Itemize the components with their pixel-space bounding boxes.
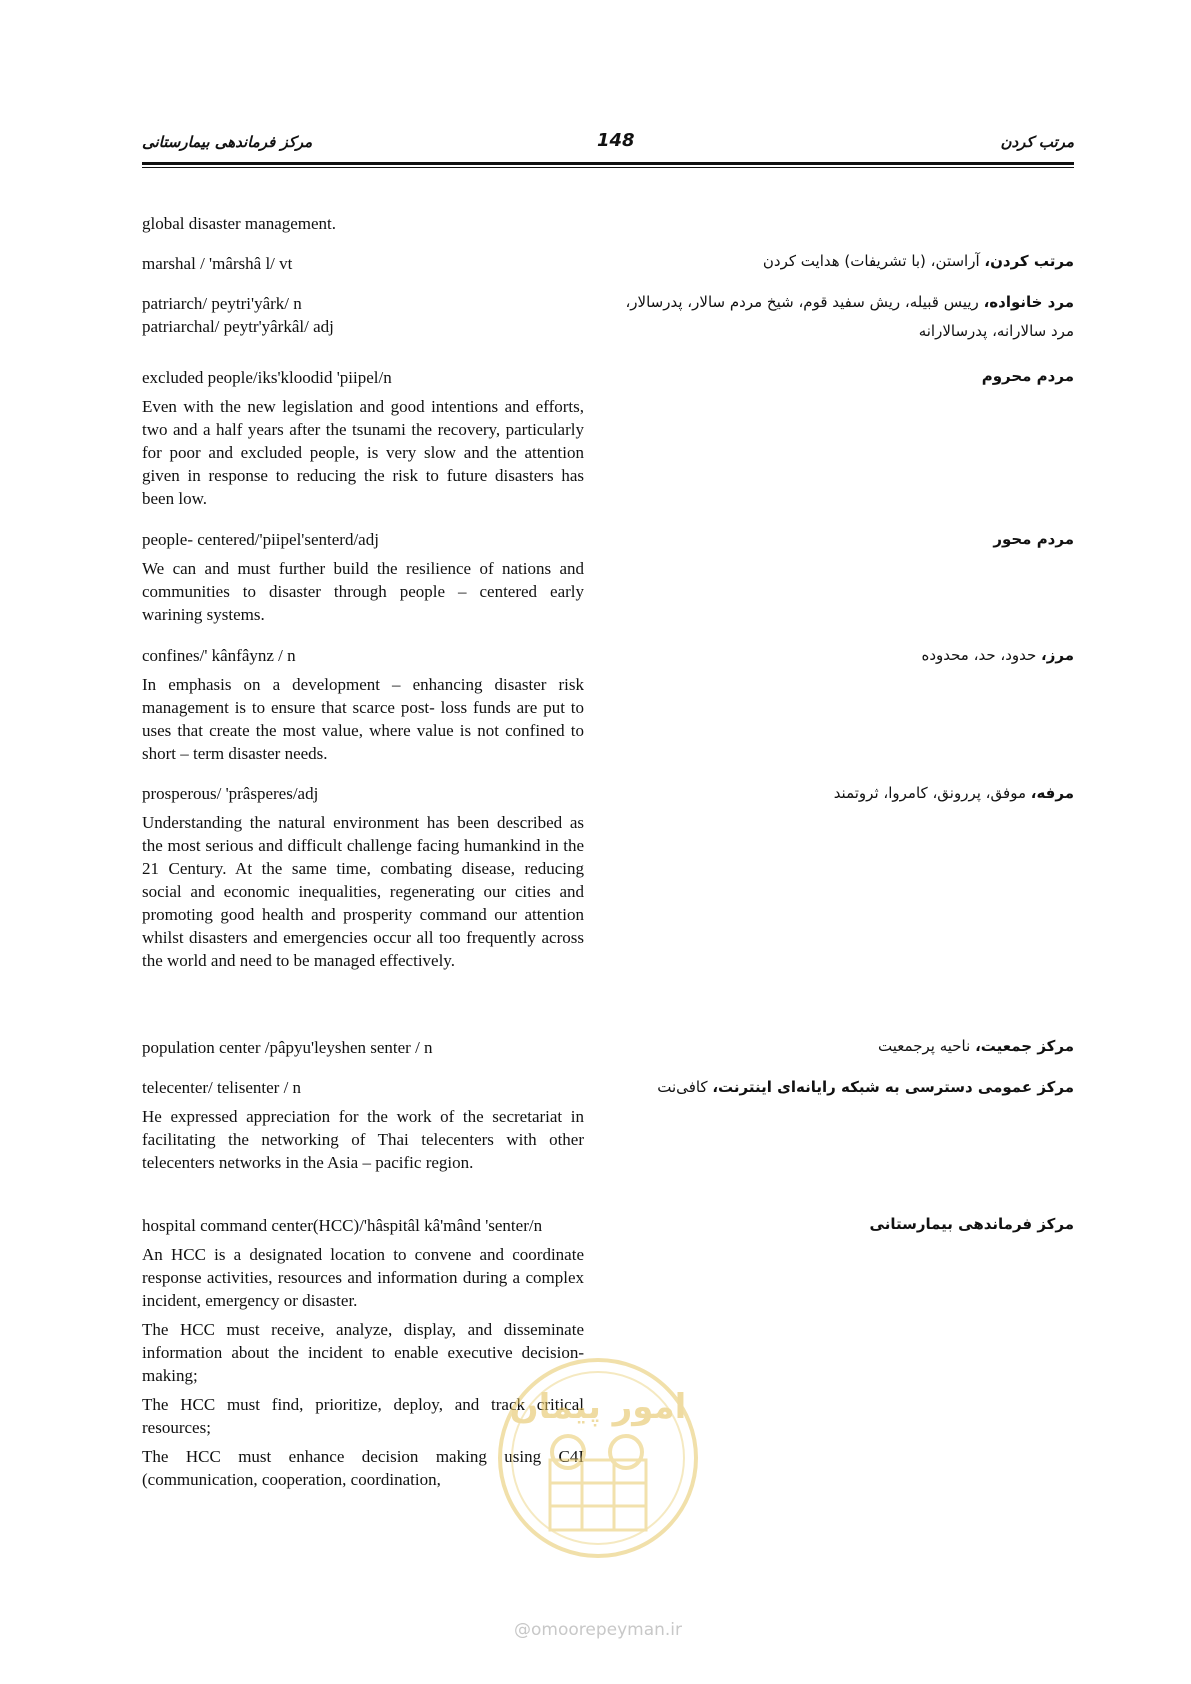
fa-entry-people-centered xyxy=(604,525,1074,554)
fa-headword: مردم محور xyxy=(993,530,1074,548)
fa-definition: کافی‌نت xyxy=(657,1078,713,1096)
entry-term: confines/' kânfâynz / n xyxy=(142,646,296,665)
entry-term: telecenter/ telisenter / n xyxy=(142,1078,302,1097)
header-rule-thin xyxy=(142,167,1074,168)
fa-headword: مرکز عمومی دسترسی به شبکه رایانه‌ای اینترنت، xyxy=(712,1078,1074,1096)
fa-definition: آراستن، (با تشریفات) هدایت کردن xyxy=(762,252,985,270)
entry-example: In emphasis on a development – enhancing disaster risk management is to ensure that scarce post- loss funds are put to uses that create the most value, where value is not confined to short – term disaster needs. xyxy=(142,675,584,763)
entry-prosperous xyxy=(142,782,584,972)
stamp-text: امور پیمان xyxy=(509,1387,687,1427)
entry-term: marshal / 'mârshâ l/ vt xyxy=(142,254,293,273)
fa-definition: رییس قبیله، ریش سفید قوم، شیخ مردم سالار، پدرسالار، مرد سالارانه، پدرسالارانه xyxy=(625,293,1074,340)
entry-example: Understanding the natural environment has been described as the most serious and difficult challenge facing humankind in the 21 Century. At the same time, combating disease, reducing social and economic inequalities, regenerating our cities and promoting good health and prosperity command our attention whilst disasters and emergencies occur all too frequently across the world and need to be managed effectively. xyxy=(142,813,584,970)
publisher-stamp-watermark xyxy=(488,1340,708,1580)
header-section-title: مرکز فرماندهی بیمارستانی xyxy=(142,133,313,151)
fa-definition: حدود، حد، محدوده xyxy=(921,646,1042,664)
entry-excluded-people xyxy=(142,366,584,510)
fa-headword: مرکز جمعیت، xyxy=(975,1037,1074,1055)
entry-telecenter xyxy=(142,1076,584,1174)
fa-entry-confines xyxy=(604,641,1074,670)
fa-headword: مرز، xyxy=(1041,646,1074,664)
entry-term: excluded people/iks'kloodid 'piipel/n xyxy=(142,368,392,387)
entry-example: The HCC must find, prioritize, deploy, and track critical resources; xyxy=(142,1395,584,1437)
entry-patriarch xyxy=(142,292,584,338)
fa-entry-excluded-people xyxy=(604,362,1074,391)
entry-term: patriarchal/ peytr'yârkâl/ adj xyxy=(142,317,334,336)
text-line: global disaster management. xyxy=(142,214,337,233)
fa-entry-prosperous xyxy=(604,779,1074,808)
entry-example: The HCC must receive, analyze, display, and disseminate information about the incident to enable executive decision-making; xyxy=(142,1320,584,1385)
running-header xyxy=(142,130,1074,170)
fa-entry-population-center xyxy=(604,1032,1074,1061)
fa-entry-hospital-command-center xyxy=(604,1210,1074,1239)
fa-entry-telecenter xyxy=(604,1073,1074,1102)
fa-headword: مرکز فرماندهی بیمارستانی xyxy=(869,1215,1074,1233)
header-rule-thick xyxy=(142,162,1074,165)
site-watermark: @omoorepeyman.ir xyxy=(513,1620,683,1640)
entry-term: patriarch/ peytri'yârk/ n xyxy=(142,294,302,313)
entry-people-centered xyxy=(142,528,584,626)
entry-term: prosperous/ 'prâsperes/adj xyxy=(142,784,319,803)
entry-population-center xyxy=(142,1036,584,1059)
continued-text xyxy=(142,212,584,235)
entry-example: An HCC is a designated location to convene and coordinate response activities, resources and information during a complex incident, emergency or disaster. xyxy=(142,1245,584,1310)
entry-marshal xyxy=(142,252,584,275)
page-number: 148 xyxy=(597,130,635,151)
entry-term: hospital command center(HCC)/'hâspitâl kâ'mând 'senter/n xyxy=(142,1216,543,1235)
fa-entry-patriarch xyxy=(604,288,1074,346)
entry-term: people- centered/'piipel'senterd/adj xyxy=(142,530,379,549)
fa-headword: مرتب کردن، xyxy=(984,252,1074,270)
entry-term: population center /pâpyu'leyshen senter / n xyxy=(142,1038,433,1057)
fa-headword: مردم محروم xyxy=(981,367,1074,385)
entry-example: He expressed appreciation for the work of the secretariat in facilitating the networking of Thai telecenters with other telecenters networks in the Asia – pacific region. xyxy=(142,1107,584,1172)
entry-example: Even with the new legislation and good intentions and efforts, two and a half years after the tsunami the recovery, particularly for poor and excluded people, is very slow and the attention given in response to reducing the risk to future disasters has been low. xyxy=(142,397,584,508)
header-entry-title: مرتب کردن xyxy=(1000,133,1074,151)
fa-headword: مرفه، xyxy=(1030,784,1074,802)
entry-confines xyxy=(142,644,584,765)
entry-example: The HCC must enhance decision making using C4I (communication, cooperation, coordination, xyxy=(142,1447,584,1489)
fa-definition: موفق، پررونق، کامروا، ثروتمند xyxy=(833,784,1031,802)
fa-headword: مرد خانواده، xyxy=(983,293,1074,311)
fa-definition: ناحیه پرجمعیت xyxy=(878,1037,976,1055)
fa-entry-marshal xyxy=(604,247,1074,276)
entry-example: We can and must further build the resilience of nations and communities to disaster through people – centered early warining systems. xyxy=(142,559,584,624)
